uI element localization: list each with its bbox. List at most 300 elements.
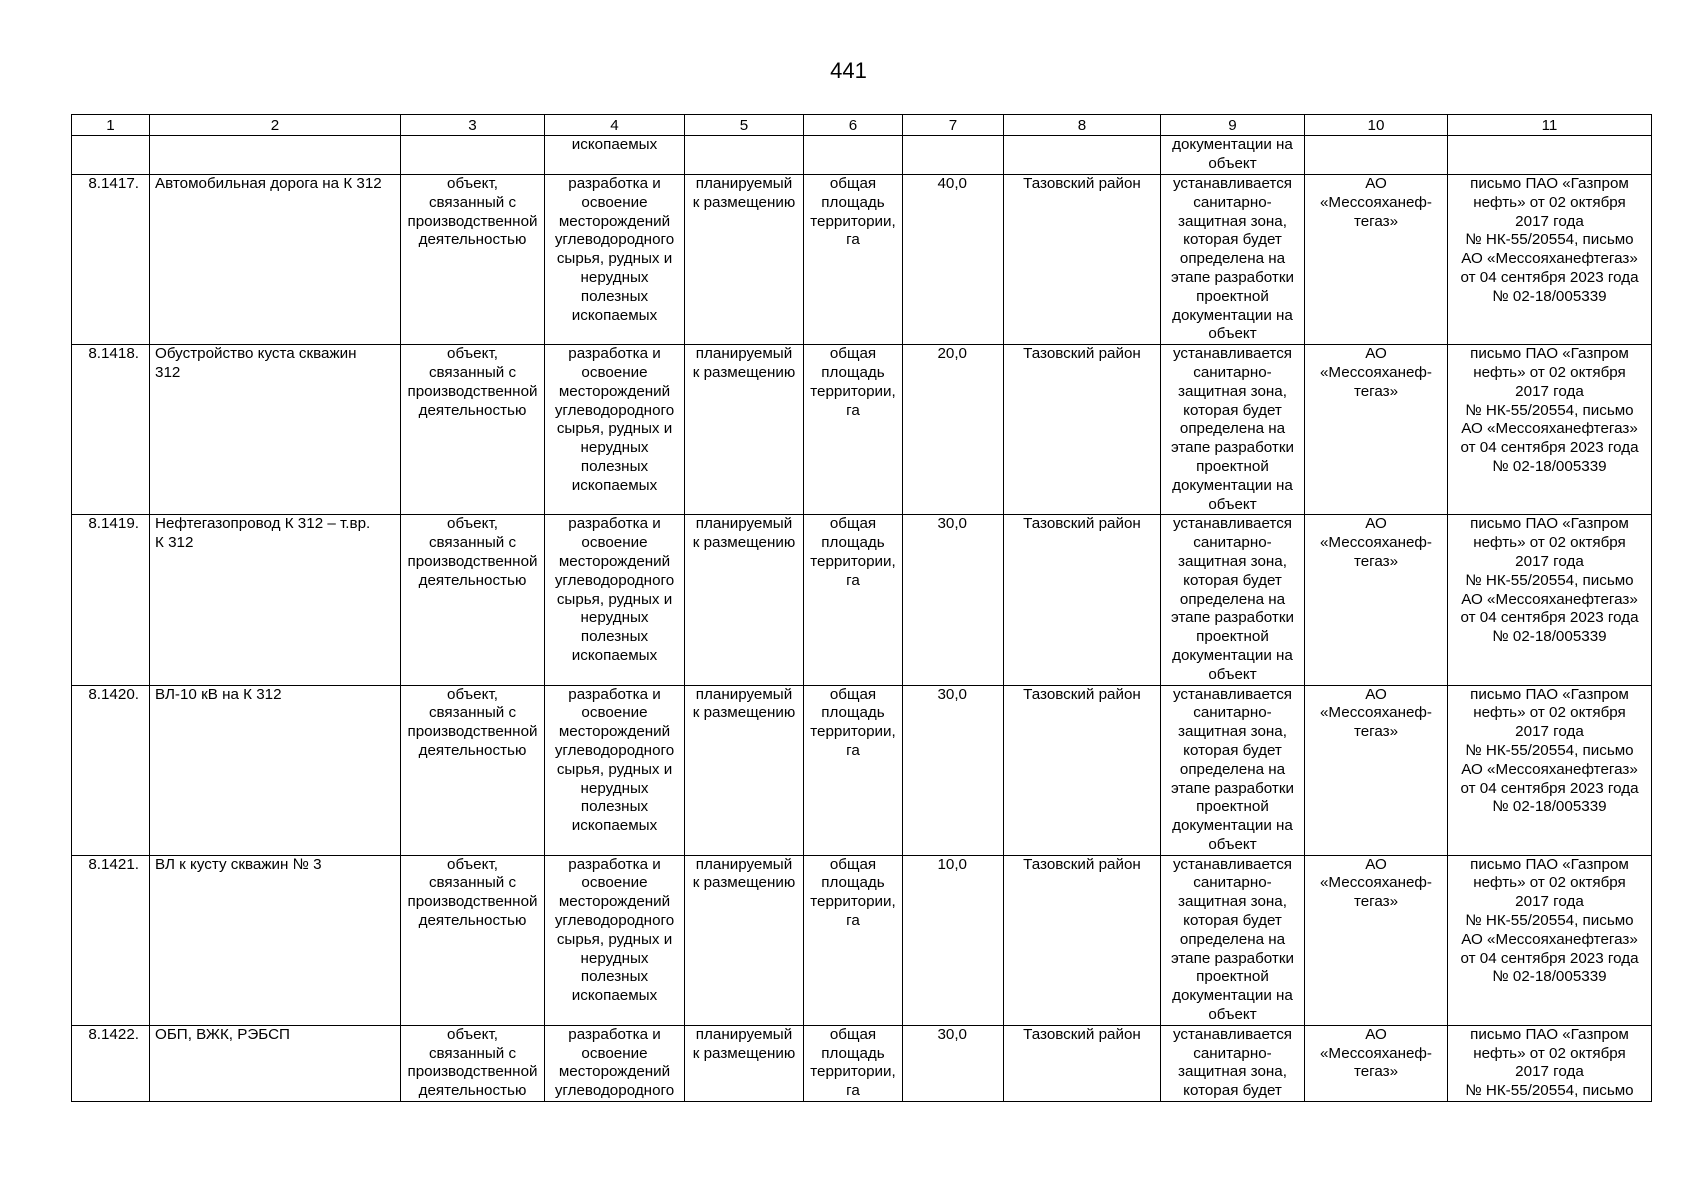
text-line: от 04 сентября 2023 года [1460, 609, 1639, 627]
cell-owner [1305, 685, 1448, 855]
cell-owner [1305, 1025, 1448, 1101]
text-line: № НК-55/20554, письмо [1465, 741, 1634, 759]
text-line: освоение [581, 874, 648, 892]
cell-zone [1161, 175, 1305, 345]
text-line: санитарно- [1193, 874, 1272, 892]
text-line: Нефтегазопровод К 312 – т.вр. [155, 515, 371, 533]
cell-object-type [401, 855, 545, 1025]
text-line: 2017 года [1515, 552, 1584, 570]
text-line: деятельностью [418, 231, 527, 249]
text-line: объект, [447, 175, 498, 192]
cell-object-name [150, 855, 401, 1025]
column-number-header: 1 [72, 115, 150, 136]
cell-owner [1305, 515, 1448, 685]
text-line: документации на [1172, 646, 1293, 664]
cell-zone [1161, 515, 1305, 685]
table-row [72, 855, 1652, 1025]
text-line: письмо ПАО «Газпром [1470, 1025, 1629, 1043]
text-line: № 02-18/005339 [1492, 628, 1607, 646]
text-line: га [846, 231, 860, 249]
cell-purpose [545, 685, 685, 855]
cell-characteristic [804, 345, 903, 515]
text-line: га [846, 401, 860, 419]
cell-purpose [545, 345, 685, 515]
text-line: разработка и [568, 345, 661, 363]
cell-object-name [150, 345, 401, 515]
text-line: нефть» от 02 октября [1473, 1044, 1626, 1062]
cell-number: 8.1421. [72, 855, 150, 1025]
text-line: письмо ПАО «Газпром [1470, 685, 1629, 703]
text-line: этапе разработки [1170, 949, 1294, 967]
text-line: месторождений [558, 893, 671, 911]
cell-basis [1448, 345, 1652, 515]
text-line: общая [829, 345, 877, 363]
text-line: санитарно- [1193, 704, 1272, 722]
text-line: АО [1365, 515, 1387, 533]
text-line: разработка и [568, 1025, 661, 1043]
cell-value: 40,0 [903, 175, 1004, 345]
text-line: полезных [580, 457, 649, 475]
text-line: связанный с [428, 1044, 517, 1062]
text-line: «Мессояханеф- [1319, 704, 1432, 722]
text-line: деятельностью [418, 1082, 527, 1100]
text-line: производственной [407, 382, 538, 400]
text-line: № НК-55/20554, письмо [1465, 912, 1634, 930]
text-line: к размещению [692, 874, 796, 892]
text-line: № 02-18/005339 [1492, 968, 1607, 986]
text-line: ОБП, ВЖК, РЭБСП [155, 1025, 290, 1043]
text-line: углеводородного [554, 571, 675, 589]
text-line: Обустройство куста скважин [155, 345, 357, 363]
column-number-header: 4 [545, 115, 685, 136]
cell-empty [685, 136, 804, 175]
text-line: документации на [1172, 987, 1293, 1005]
text-line: № 02-18/005339 [1492, 798, 1607, 816]
table-row [72, 175, 1652, 345]
text-line: письмо ПАО «Газпром [1470, 345, 1629, 363]
text-line: этапе разработки [1170, 439, 1294, 457]
cell-continued-purpose [545, 136, 685, 175]
text-line: к размещению [692, 704, 796, 722]
text-line: устанавливается [1172, 515, 1293, 533]
cell-object-type [401, 685, 545, 855]
text-line: санитарно- [1193, 363, 1272, 381]
text-line: сырья, рудных и [556, 250, 673, 268]
text-line: сырья, рудных и [556, 420, 673, 438]
text-line: ископаемых [571, 476, 658, 494]
column-number-header: 3 [401, 115, 545, 136]
cell-number: 8.1422. [72, 1025, 150, 1101]
cell-status [685, 175, 804, 345]
text-line: объект [1208, 325, 1257, 343]
text-line: К 312 [155, 534, 194, 552]
cell-owner [1305, 855, 1448, 1025]
cell-empty [401, 136, 545, 175]
cell-empty [1448, 136, 1652, 175]
text-line: тегаз» [1353, 1063, 1399, 1081]
text-line: 312 [155, 363, 181, 381]
cell-empty [1305, 136, 1448, 175]
text-line: территории, [810, 212, 896, 230]
cell-zone [1161, 685, 1305, 855]
text-line: 2017 года [1515, 212, 1584, 230]
text-line: которая будет [1183, 401, 1282, 419]
cell-value: 10,0 [903, 855, 1004, 1025]
table-row [72, 345, 1652, 515]
text-line: разработка и [568, 855, 661, 873]
text-line: устанавливается [1172, 175, 1293, 192]
text-line: от 04 сентября 2023 года [1460, 949, 1639, 967]
cell-object-name [150, 515, 401, 685]
text-line: освоение [581, 1044, 648, 1062]
text-line: ископаемых [571, 987, 658, 1005]
text-line: месторождений [558, 212, 671, 230]
text-line: площадь [821, 534, 885, 552]
cell-characteristic [804, 1025, 903, 1101]
text-line: АО [1365, 345, 1387, 363]
text-line: освоение [581, 363, 648, 381]
text-line: площадь [821, 1044, 885, 1062]
cell-status [685, 855, 804, 1025]
cell-location: Тазовский район [1004, 685, 1161, 855]
text-line: объект, [447, 855, 498, 873]
column-number-header: 6 [804, 115, 903, 136]
text-line: 2017 года [1515, 382, 1584, 400]
column-number-header: 9 [1161, 115, 1305, 136]
cell-object-type [401, 1025, 545, 1101]
text-line: этапе разработки [1170, 779, 1294, 797]
text-line: объект [1208, 154, 1257, 172]
text-line: № 02-18/005339 [1492, 287, 1607, 305]
text-line: от 04 сентября 2023 года [1460, 439, 1639, 457]
text-line: АО [1365, 855, 1387, 873]
text-line: производственной [407, 212, 538, 230]
text-line: нерудных [580, 439, 649, 457]
text-line: документации на [1172, 476, 1293, 494]
text-line: деятельностью [418, 401, 527, 419]
text-line: га [846, 912, 860, 930]
cell-status [685, 1025, 804, 1101]
text-line: нефть» от 02 октября [1473, 363, 1626, 381]
text-line: определена на [1179, 930, 1286, 948]
text-line: которая будет [1183, 1082, 1282, 1100]
cell-purpose [545, 855, 685, 1025]
cell-status [685, 685, 804, 855]
text-line: которая будет [1183, 912, 1282, 930]
text-line: объект, [447, 1025, 498, 1043]
text-line: № НК-55/20554, письмо [1465, 1082, 1634, 1100]
text-line: деятельностью [418, 912, 527, 930]
text-line: полезных [580, 287, 649, 305]
text-line: к размещению [692, 193, 796, 211]
text-line: защитная зона, [1178, 552, 1287, 570]
text-line: месторождений [558, 382, 671, 400]
text-line: производственной [407, 552, 538, 570]
cell-location: Тазовский район [1004, 175, 1161, 345]
cell-value: 30,0 [903, 685, 1004, 855]
text-line: «Мессояханеф- [1319, 534, 1432, 552]
text-line: территории, [810, 552, 896, 570]
text-line: нерудных [580, 779, 649, 797]
cell-empty [903, 136, 1004, 175]
text-line: документации на [1172, 817, 1293, 835]
text-line: нефть» от 02 октября [1473, 534, 1626, 552]
text-line: проектной [1196, 287, 1269, 305]
text-line: тегаз» [1353, 212, 1399, 230]
cell-object-type [401, 345, 545, 515]
cell-number: 8.1418. [72, 345, 150, 515]
cell-continued-zone [1161, 136, 1305, 175]
text-line: тегаз» [1353, 723, 1399, 741]
text-line: нефть» от 02 октября [1473, 704, 1626, 722]
text-line: планируемый [695, 1025, 793, 1043]
text-line: нерудных [580, 268, 649, 286]
cell-characteristic [804, 685, 903, 855]
table-row [72, 1025, 1652, 1101]
text-line: защитная зона, [1178, 893, 1287, 911]
text-line: письмо ПАО «Газпром [1470, 515, 1629, 533]
cell-object-name [150, 1025, 401, 1101]
text-line: проектной [1196, 798, 1269, 816]
column-number-header: 11 [1448, 115, 1652, 136]
text-line: углеводородного [554, 741, 675, 759]
continuation-row [72, 136, 1652, 175]
text-line: объект, [447, 515, 498, 533]
text-line: производственной [407, 893, 538, 911]
text-line: к размещению [692, 1044, 796, 1062]
text-line: ископаемых [571, 646, 658, 664]
cell-object-name [150, 685, 401, 855]
cell-location: Тазовский район [1004, 1025, 1161, 1101]
cell-zone [1161, 855, 1305, 1025]
text-line: планируемый [695, 345, 793, 363]
cell-value: 20,0 [903, 345, 1004, 515]
text-line: производственной [407, 723, 538, 741]
text-line: площадь [821, 874, 885, 892]
text-line: связанный с [428, 874, 517, 892]
text-line: этапе разработки [1170, 609, 1294, 627]
text-line: № НК-55/20554, письмо [1465, 231, 1634, 249]
text-line: устанавливается [1172, 855, 1293, 873]
text-line: освоение [581, 704, 648, 722]
text-line: га [846, 571, 860, 589]
text-line: защитная зона, [1178, 1063, 1287, 1081]
table-row [72, 685, 1652, 855]
column-number-header: 10 [1305, 115, 1448, 136]
text-line: определена на [1179, 420, 1286, 438]
text-line: площадь [821, 193, 885, 211]
text-line: «Мессояханеф- [1319, 193, 1432, 211]
text-line: углеводородного [554, 231, 675, 249]
text-line: «Мессояханеф- [1319, 874, 1432, 892]
cell-value: 30,0 [903, 1025, 1004, 1101]
cell-characteristic [804, 855, 903, 1025]
text-line: деятельностью [418, 741, 527, 759]
text-line: АО «Мессояханефтегаз» [1461, 590, 1638, 608]
text-line: ВЛ к кусту скважин № 3 [155, 855, 322, 873]
text-line: планируемый [695, 685, 793, 703]
text-line: АО «Мессояханефтегаз» [1461, 760, 1638, 778]
text-line: связанный с [428, 193, 517, 211]
text-line: объект [1208, 835, 1257, 853]
text-line: производственной [407, 1063, 538, 1081]
cell-basis [1448, 685, 1652, 855]
cell-number: 8.1419. [72, 515, 150, 685]
cell-number: 8.1420. [72, 685, 150, 855]
text-line: нерудных [580, 609, 649, 627]
cell-purpose [545, 175, 685, 345]
text-line: разработка и [568, 515, 661, 533]
cell-characteristic [804, 175, 903, 345]
text-line: устанавливается [1172, 685, 1293, 703]
text-line: объект [1208, 495, 1257, 513]
text-line: освоение [581, 534, 648, 552]
text-line: тегаз» [1353, 893, 1399, 911]
cell-empty [804, 136, 903, 175]
text-line: проектной [1196, 628, 1269, 646]
cell-location: Тазовский район [1004, 855, 1161, 1025]
text-line: общая [829, 1025, 877, 1043]
text-line: разработка и [568, 685, 661, 703]
text-line: нефть» от 02 октября [1473, 193, 1626, 211]
text-line: полезных [580, 968, 649, 986]
text-line: защитная зона, [1178, 382, 1287, 400]
text-line: от 04 сентября 2023 года [1460, 779, 1639, 797]
text-line: которая будет [1183, 571, 1282, 589]
text-line: объект [1208, 665, 1257, 683]
text-line: определена на [1179, 250, 1286, 268]
cell-owner [1305, 345, 1448, 515]
text-line: углеводородного [554, 401, 675, 419]
cell-empty [72, 136, 150, 175]
cell-purpose [545, 1025, 685, 1101]
cell-empty [1004, 136, 1161, 175]
text-line: общая [829, 855, 877, 873]
text-line: АО [1365, 685, 1387, 703]
cell-characteristic [804, 515, 903, 685]
cell-empty [150, 136, 401, 175]
text-line: сырья, рудных и [556, 760, 673, 778]
cell-location: Тазовский район [1004, 345, 1161, 515]
column-number-header: 2 [150, 115, 401, 136]
text-line: которая будет [1183, 741, 1282, 759]
text-line: письмо ПАО «Газпром [1470, 175, 1629, 192]
text-line: «Мессояханеф- [1319, 1044, 1432, 1062]
cell-zone [1161, 1025, 1305, 1101]
text-line: планируемый [695, 175, 793, 192]
cell-object-type [401, 515, 545, 685]
cell-basis [1448, 515, 1652, 685]
text-line: объект, [447, 345, 498, 363]
column-number-header: 5 [685, 115, 804, 136]
text-line: 2017 года [1515, 893, 1584, 911]
text-line: № НК-55/20554, письмо [1465, 571, 1634, 589]
text-line: связанный с [428, 363, 517, 381]
text-line: планируемый [695, 855, 793, 873]
text-line: ископаемых [571, 817, 658, 835]
text-line: ископаемых [571, 306, 658, 324]
text-line: общая [829, 685, 877, 703]
text-line: территории, [810, 893, 896, 911]
cell-zone [1161, 345, 1305, 515]
text-line: № НК-55/20554, письмо [1465, 401, 1634, 419]
cell-basis [1448, 855, 1652, 1025]
text-line: к размещению [692, 363, 796, 381]
text-line: защитная зона, [1178, 212, 1287, 230]
cell-object-name [150, 175, 401, 345]
text-line: АО [1365, 175, 1387, 192]
objects-table [71, 114, 1652, 1102]
column-number-header: 7 [903, 115, 1004, 136]
text-line: АО [1365, 1025, 1387, 1043]
page-number: 441 [830, 58, 867, 83]
table-row [72, 515, 1652, 685]
text-line: полезных [580, 628, 649, 646]
text-line: проектной [1196, 968, 1269, 986]
text-line: территории, [810, 1063, 896, 1081]
text-line: нерудных [580, 949, 649, 967]
text-line: Автомобильная дорога на К 312 [155, 175, 382, 192]
text-line: площадь [821, 363, 885, 381]
text-line: санитарно- [1193, 1044, 1272, 1062]
cell-owner [1305, 175, 1448, 345]
text-line: полезных [580, 798, 649, 816]
text-line: АО «Мессояханефтегаз» [1461, 250, 1638, 268]
column-number-header: 8 [1004, 115, 1161, 136]
cell-status [685, 515, 804, 685]
cell-status [685, 345, 804, 515]
cell-object-type [401, 175, 545, 345]
column-number-row [72, 115, 1652, 136]
text-line: углеводородного [554, 912, 675, 930]
text-line: тегаз» [1353, 382, 1399, 400]
text-line: общая [829, 515, 877, 533]
text-line: АО «Мессояханефтегаз» [1461, 420, 1638, 438]
text-line: территории, [810, 382, 896, 400]
text-line: нефть» от 02 октября [1473, 874, 1626, 892]
text-line: которая будет [1183, 231, 1282, 249]
text-line: объект [1208, 1006, 1257, 1024]
text-line: письмо ПАО «Газпром [1470, 855, 1629, 873]
text-line: к размещению [692, 534, 796, 552]
text-line: связанный с [428, 704, 517, 722]
text-line: га [846, 741, 860, 759]
cell-basis [1448, 175, 1652, 345]
text-line: ископаемых [571, 136, 658, 153]
text-line: общая [829, 175, 877, 192]
text-line: территории, [810, 723, 896, 741]
cell-number: 8.1417. [72, 175, 150, 345]
cell-basis [1448, 1025, 1652, 1101]
text-line: 2017 года [1515, 723, 1584, 741]
text-line: № 02-18/005339 [1492, 457, 1607, 475]
text-line: сырья, рудных и [556, 590, 673, 608]
text-line: связанный с [428, 534, 517, 552]
text-line: месторождений [558, 723, 671, 741]
text-line: месторождений [558, 1063, 671, 1081]
text-line: углеводородного [554, 1082, 675, 1100]
text-line: деятельностью [418, 571, 527, 589]
text-line: освоение [581, 193, 648, 211]
text-line: объект, [447, 685, 498, 703]
text-line: тегаз» [1353, 552, 1399, 570]
cell-location: Тазовский район [1004, 515, 1161, 685]
text-line: планируемый [695, 515, 793, 533]
text-line: от 04 сентября 2023 года [1460, 268, 1639, 286]
text-line: площадь [821, 704, 885, 722]
text-line: этапе разработки [1170, 268, 1294, 286]
cell-purpose [545, 515, 685, 685]
